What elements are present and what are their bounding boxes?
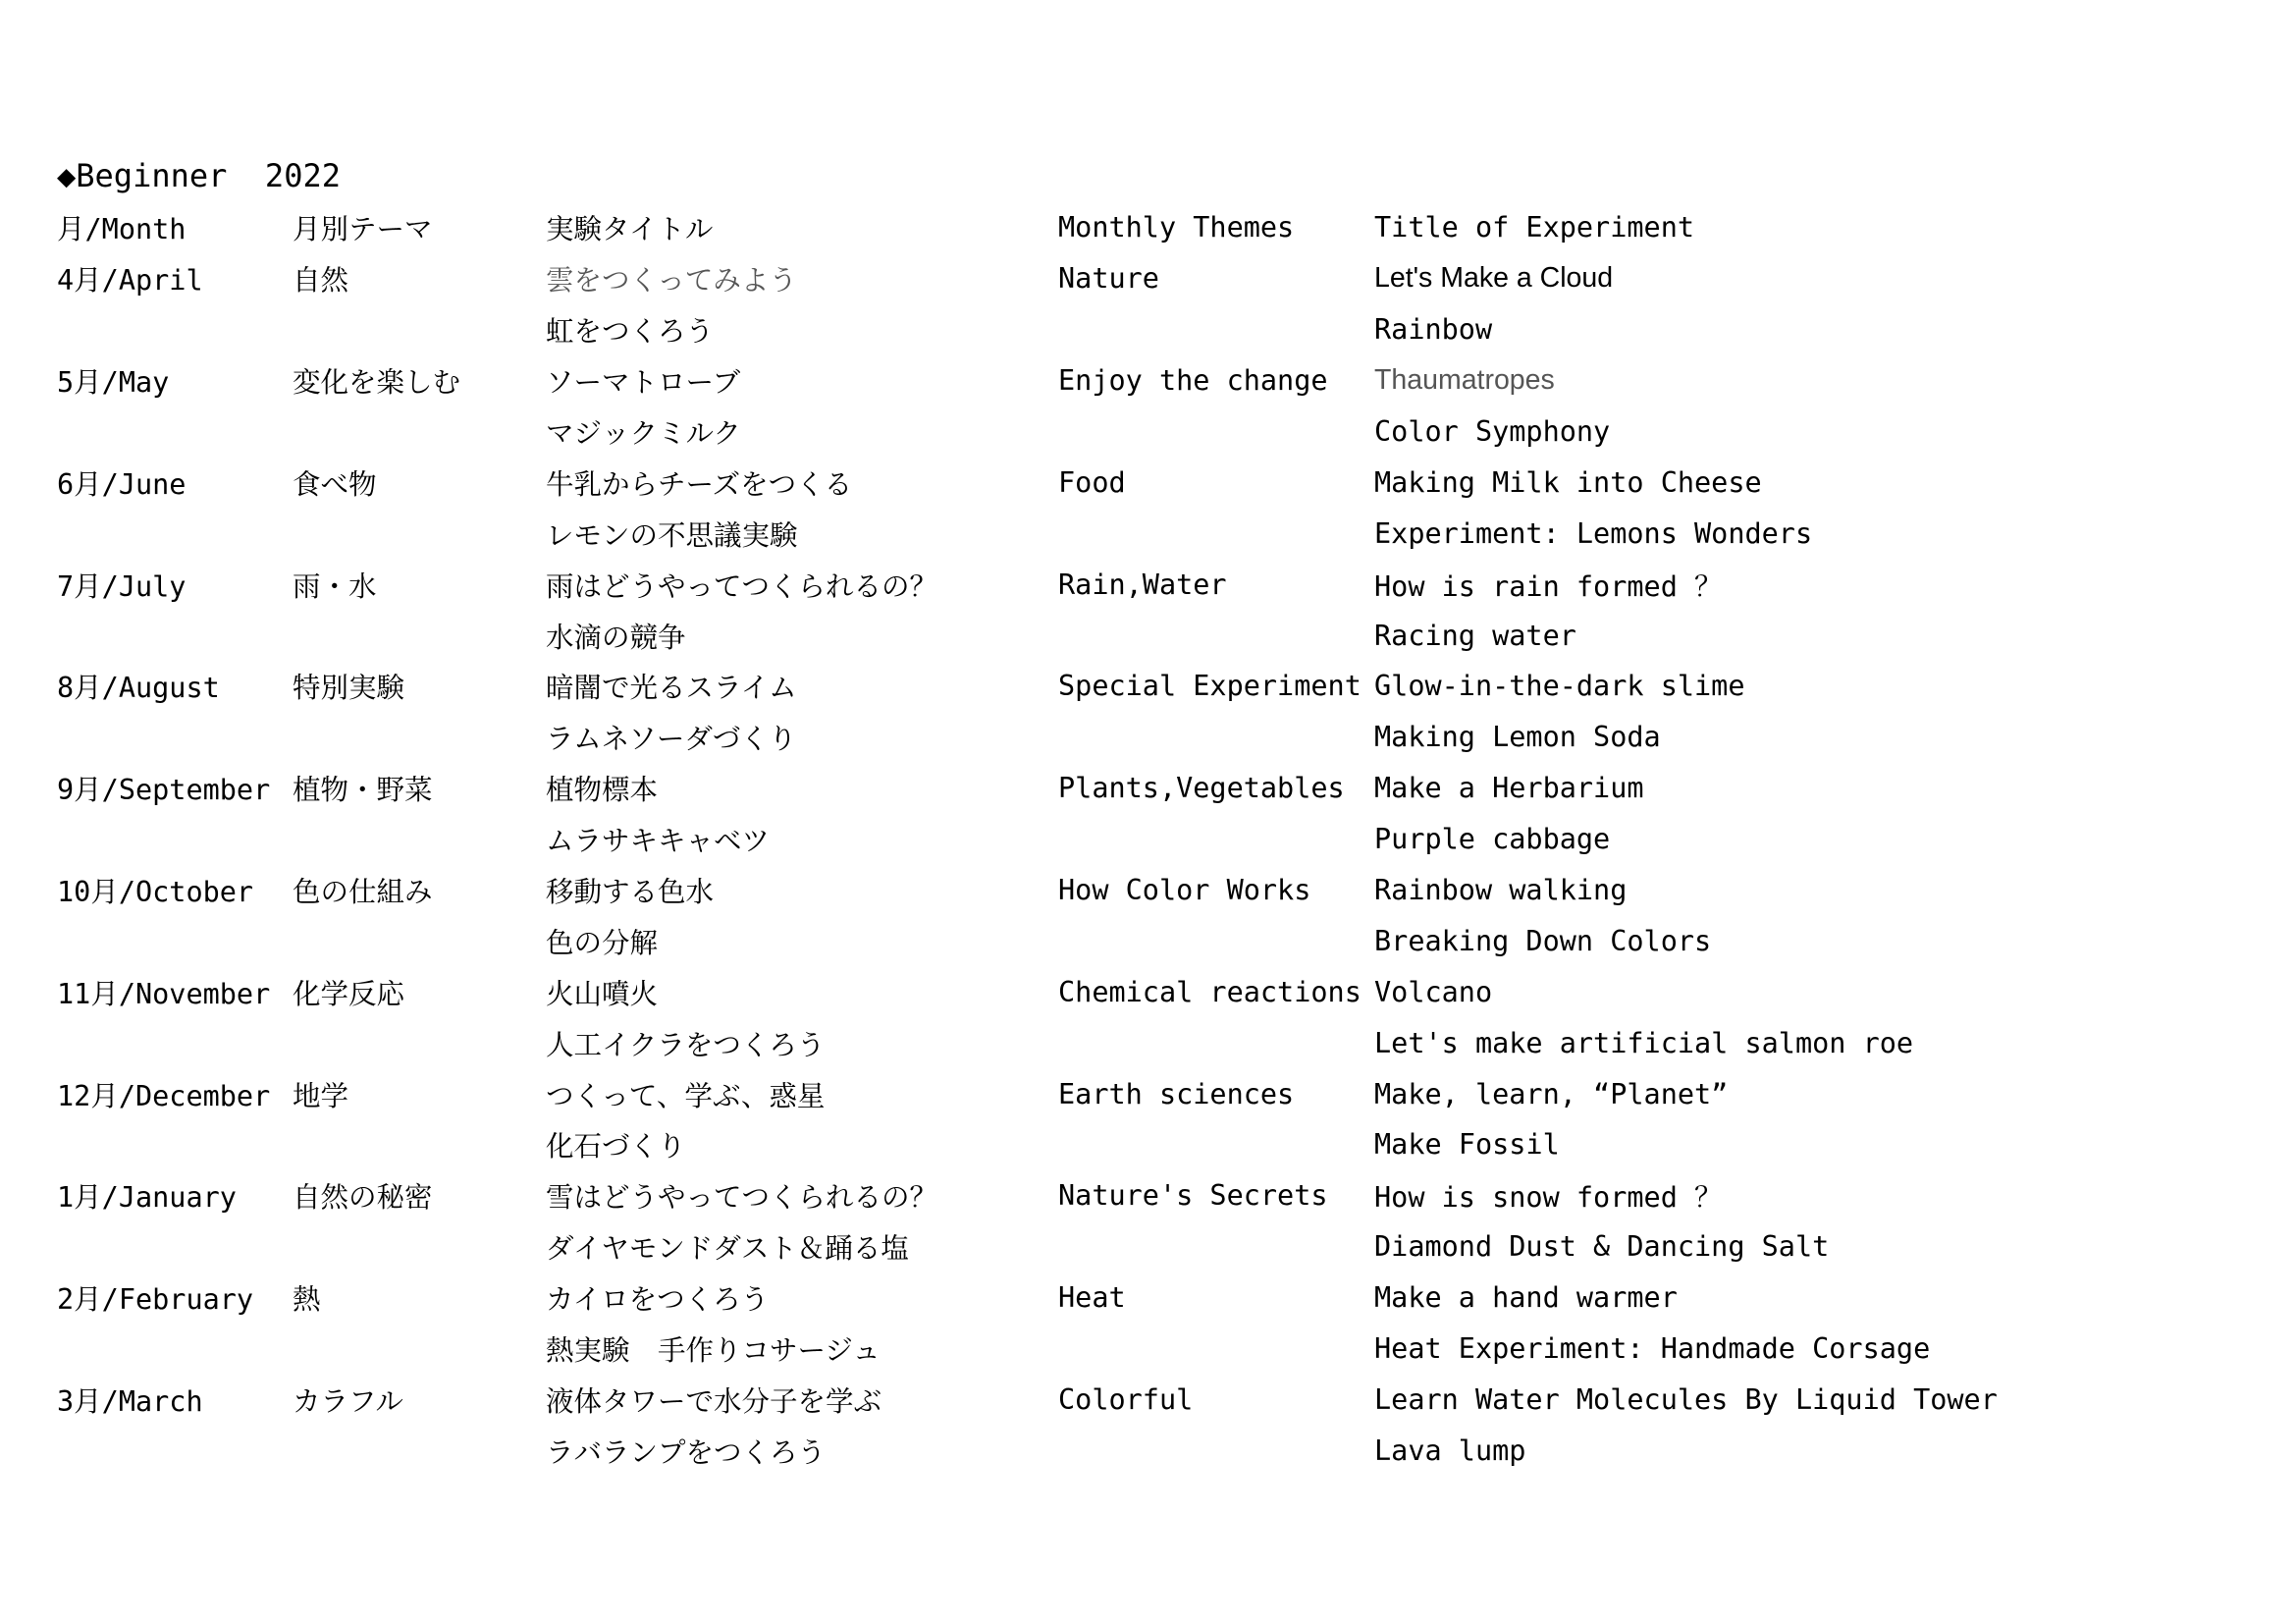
cell-theme-en: Heat [1058,1281,1126,1315]
cell-title-jp: ラバランプをつくろう [546,1435,827,1469]
table-row [57,1374,2246,1425]
page-title: ◆Beginner 2022 [57,157,341,194]
cell-month: 5月/May [57,366,170,400]
cell-title-jp: 人工イクラをつくろう [546,1028,826,1061]
cell-theme-en: Colorful [1058,1382,1194,1416]
header-theme-en: Monthly Themes [1058,211,1295,244]
header-title-en: Title of Experiment [1374,211,1695,244]
cell-title-jp: 虹をつくろう [546,315,715,349]
cell-title-en: Make a Herbarium [1374,772,1644,805]
cell-title-en: Make a hand warmer [1374,1281,1678,1315]
cell-theme-jp: 特別実験 [293,672,405,705]
table-row [57,966,2246,1017]
table-row [57,1272,2246,1324]
table-row [57,1170,2246,1221]
table-row [57,865,2246,916]
cell-title-jp: 熱実験 手作りコサージュ [546,1334,881,1368]
table-row [57,508,2246,559]
cell-title-en: Diamond Dust & Dancing Salt [1374,1230,1830,1264]
table-row [57,763,2246,814]
cell-title-jp: 色の分解 [546,926,659,959]
cell-title-jp: ソーマトローブ [546,366,741,400]
table-row [57,661,2246,712]
cell-month: 4月/April [57,264,203,298]
cell-theme-jp: 自然 [293,264,349,298]
cell-month: 9月/September [57,774,271,807]
cell-title-jp: 暗闇で光るスライム [546,672,797,705]
table-row [57,1119,2246,1170]
cell-title-jp: レモンの不思議実験 [546,518,798,552]
cell-month: 8月/August [57,672,220,705]
cell-month: 3月/March [57,1384,203,1418]
cell-title-jp: 牛乳からチーズをつくる [546,467,853,501]
table-row [57,457,2246,508]
table-header-row [57,202,2246,253]
cell-theme-jp: 色の仕組み [293,876,433,909]
cell-month: 2月/February [57,1283,254,1317]
cell-month: 11月/November [57,977,271,1010]
cell-title-jp: 雲をつくってみよう [546,264,797,298]
cell-title-jp: つくって、学ぶ、惑星 [546,1079,826,1112]
cell-month: 1月/January [57,1181,237,1215]
cell-title-en: Make, learn, “Planet” [1374,1077,1729,1110]
cell-title-jp: ムラサキキャベツ [546,825,771,858]
table-row [57,915,2246,966]
table-row [57,814,2246,865]
cell-title-en: Let's Make a Cloud [1374,262,1614,295]
cell-theme-en: Special Experiment [1058,670,1362,703]
cell-theme-en: Plants,Vegetables [1058,772,1345,805]
table-row [57,1221,2246,1272]
cell-theme-jp: 地学 [293,1079,349,1112]
table-row [57,559,2246,610]
cell-theme-jp: 変化を楽しむ [293,366,461,400]
cell-title-en: Volcano [1374,975,1493,1008]
cell-title-en: Color Symphony [1374,415,1611,448]
cell-title-jp: 液体タワーで水分子を学ぶ [546,1384,882,1418]
cell-title-jp: 植物標本 [546,774,659,807]
cell-title-en: Heat Experiment: Handmade Corsage [1374,1332,1931,1366]
cell-theme-en: How Color Works [1058,874,1311,907]
table-row [57,1068,2246,1119]
cell-theme-en: Rain,Water [1058,568,1227,601]
cell-theme-jp: カラフル [293,1384,403,1418]
table-row [57,1324,2246,1375]
cell-title-en: How is rain formed ？ [1374,569,1723,603]
header-theme-jp: 月別テーマ [293,213,433,246]
cell-theme-jp: 雨・水 [293,569,377,603]
cell-theme-jp: 自然の秘密 [293,1181,433,1215]
cell-title-en: Making Milk into Cheese [1374,465,1762,499]
cell-month: 6月/June [57,467,187,501]
cell-title-en: Making Lemon Soda [1374,721,1661,754]
cell-month: 10月/October [57,876,254,909]
table-row [57,304,2246,355]
table-row [57,355,2246,406]
cell-month: 7月/July [57,569,187,603]
table-row [57,1425,2246,1476]
cell-theme-jp: 熱 [293,1283,321,1317]
cell-title-jp: 移動する色水 [546,876,715,909]
cell-title-en: Rainbow [1374,313,1493,347]
cell-title-jp: 雨はどうやってつくられるの？ [546,569,938,603]
cell-title-en: Thaumatropes [1374,364,1555,397]
cell-title-en: Learn Water Molecules By Liquid Tower [1374,1382,1998,1416]
cell-title-en: How is snow formed ？ [1374,1181,1723,1215]
cell-theme-jp: 化学反応 [293,977,405,1010]
cell-theme-en: Earth sciences [1058,1077,1295,1110]
table-row [57,406,2246,458]
cell-title-en: Purple cabbage [1374,823,1611,856]
cell-title-en: Rainbow walking [1374,874,1628,907]
cell-title-jp: ダイヤモンドダスト＆踊る塩 [546,1232,909,1266]
table-body [57,253,2246,1476]
cell-title-en: Racing water [1374,619,1576,652]
table-row [57,253,2246,304]
cell-month: 12月/December [57,1079,271,1112]
cell-title-en: Make Fossil [1374,1128,1560,1162]
table-row [57,1017,2246,1068]
cell-theme-en: Food [1058,465,1126,499]
cell-title-jp: ラムネソーダづくり [546,723,797,756]
cell-theme-en: Chemical reactions [1058,975,1362,1008]
cell-theme-jp: 食べ物 [293,467,377,501]
cell-title-en: Let's make artificial salmon roe [1374,1026,1914,1059]
header-month: 月/Month [57,213,187,246]
cell-theme-en: Nature's Secrets [1058,1179,1328,1213]
table-row [57,610,2246,661]
schedule-table [57,202,2246,1476]
cell-title-jp: 水滴の競争 [546,621,686,654]
header-title-jp: 実験タイトル [546,213,714,246]
table-row [57,712,2246,763]
cell-theme-jp: 植物・野菜 [293,774,433,807]
cell-title-en: Lava lump [1374,1434,1526,1467]
cell-theme-en: Enjoy the change [1058,364,1328,398]
cell-title-jp: 雪はどうやってつくられるの？ [546,1181,938,1215]
cell-title-en: Experiment: Lemons Wonders [1374,516,1813,550]
cell-title-jp: 火山噴火 [546,977,659,1010]
cell-title-jp: マジックミルク [546,417,741,450]
cell-title-jp: カイロをつくろう [546,1283,770,1317]
cell-title-en: Glow-in-the-dark slime [1374,670,1745,703]
cell-title-en: Breaking Down Colors [1374,924,1712,957]
cell-theme-en: Nature [1058,262,1159,296]
cell-title-jp: 化石づくり [546,1130,686,1164]
